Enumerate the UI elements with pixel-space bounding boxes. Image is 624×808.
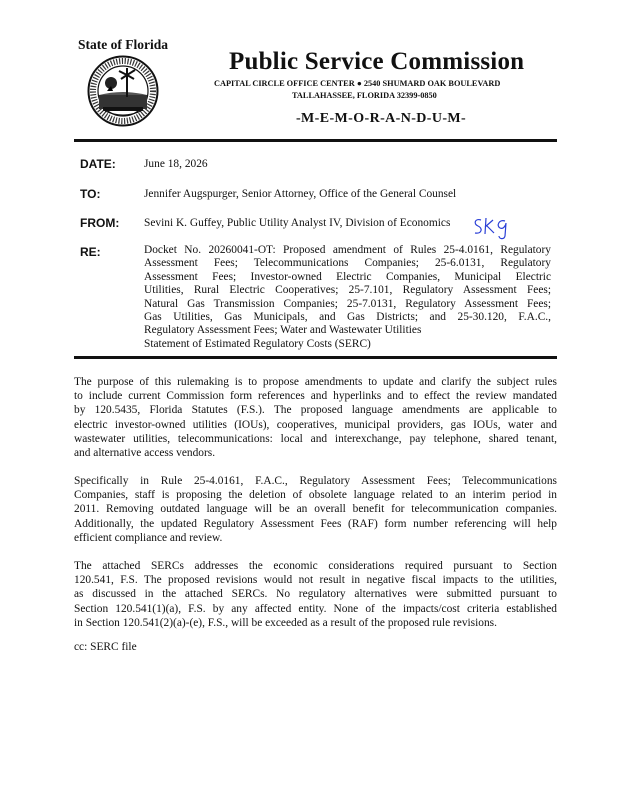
re-line: Natural Gas Transmission Companies; 25-7.0131, Regulatory Assessment Fees; xyxy=(144,297,551,310)
paragraph-line: Companies, staff is proposing the deletion of obsolete language related to an interim period in xyxy=(74,489,557,502)
to-label: TO: xyxy=(80,187,101,201)
date-value: June 18, 2026 xyxy=(144,158,208,170)
paragraph-line: wastewater utilities, telecommunications: local and interexchange, pay telephone, shared tenant, xyxy=(74,432,557,445)
re-line: Utilities, Rural Electric Cooperatives; 25-7.101, Regulatory Assessment Fees; xyxy=(144,284,551,297)
body-paragraph-2 xyxy=(74,474,557,545)
paragraph-line: Additionally, the updated Regulatory Assessment Fees (RAF) form number referencing will help xyxy=(74,517,557,530)
paragraph-line: The purpose of this rulemaking is to propose amendments to update and clarify the subject rules xyxy=(74,376,557,388)
paragraph-line: and alternative access vendors. xyxy=(74,446,216,459)
paragraph-line: 120.541, F.S. The proposed revisions would not result in negative fiscal impacts to the utilities, xyxy=(74,574,557,587)
paragraph-line: Section 120.541(1)(a), F.S. by any affected entity. None of the impacts/cost criteria established xyxy=(74,602,557,615)
paragraph-line: Specifically in Rule 25-4.0161, F.A.C., Regulatory Assessment Fees; Telecommunications xyxy=(74,475,557,487)
memorandum-banner: -M-E-M-O-R-A-N-D-U-M- xyxy=(296,111,467,126)
address-line-2: TALLAHASSEE, FLORIDA 32399-0850 xyxy=(292,91,437,100)
from-label: FROM: xyxy=(80,216,120,230)
from-value: Sevini K. Guffey, Public Utility Analyst IV, Division of Economics xyxy=(144,217,451,229)
body-paragraph-3 xyxy=(74,559,557,630)
paragraph-line: to include current Commission form references and hyperlinks and to effect the review mandated xyxy=(74,390,557,403)
paragraph-line: as discussed in the attached SERCs. No regulatory alternatives were submitted pursuant to xyxy=(74,588,557,601)
paragraph-line: 2011. Removing outdated language will be an overall benefit for telecommunication companies. xyxy=(74,503,557,516)
paragraph-line: in Section 120.541(2)(a)-(e), F.S., will be exceeded as a result of the proposed rule revisions. xyxy=(74,616,497,629)
state-name: State of Florida xyxy=(78,37,168,52)
re-line: Gas Utilities, Gas Municipals, and Gas Districts; and 25-30.120, F.A.C., xyxy=(144,310,551,323)
re-line: Docket No. 20260041-OT: Proposed amendment of Rules 25-4.0161, Regulatory xyxy=(144,244,551,256)
cc-line: cc: SERC file xyxy=(74,641,137,653)
agency-title: Public Service Commission xyxy=(229,48,525,75)
header-divider-top xyxy=(74,139,557,142)
re-line: Assessment Fees; Investor-owned Electric Companies, Municipal Electric xyxy=(144,270,551,283)
re-label: RE: xyxy=(80,245,101,259)
date-label: DATE: xyxy=(80,157,116,171)
paragraph-line: by 120.5435, Florida Statutes (F.S.). The proposed language amendments are applicable to xyxy=(74,404,557,417)
re-line: Regulatory Assessment Fees; Water and Wastewater Utilities xyxy=(144,324,422,337)
body-paragraph-1 xyxy=(74,375,557,460)
header-divider-bottom xyxy=(74,356,557,359)
paragraph-line: electric investor-owned utilities (IOUs), cooperatives, municipal providers, gas IOUs, water and xyxy=(74,418,557,431)
florida-seal-icon xyxy=(87,55,159,127)
paragraph-line: The attached SERCs addresses the economic considerations required pursuant to Section xyxy=(74,560,557,572)
initials-signature xyxy=(472,214,512,240)
re-line: Assessment Fees; Telecommunications Companies; 25-6.0131, Regulatory xyxy=(144,257,551,270)
address-line-1: CAPITAL CIRCLE OFFICE CENTER ● 2540 SHUMARD OAK BOULEVARD xyxy=(214,79,501,88)
to-value: Jennifer Augspurger, Senior Attorney, Office of the General Counsel xyxy=(144,188,457,200)
re-subject xyxy=(144,244,551,351)
re-line: Statement of Estimated Regulatory Costs (SERC) xyxy=(144,337,371,350)
paragraph-line: efficient compliance and review. xyxy=(74,531,223,544)
